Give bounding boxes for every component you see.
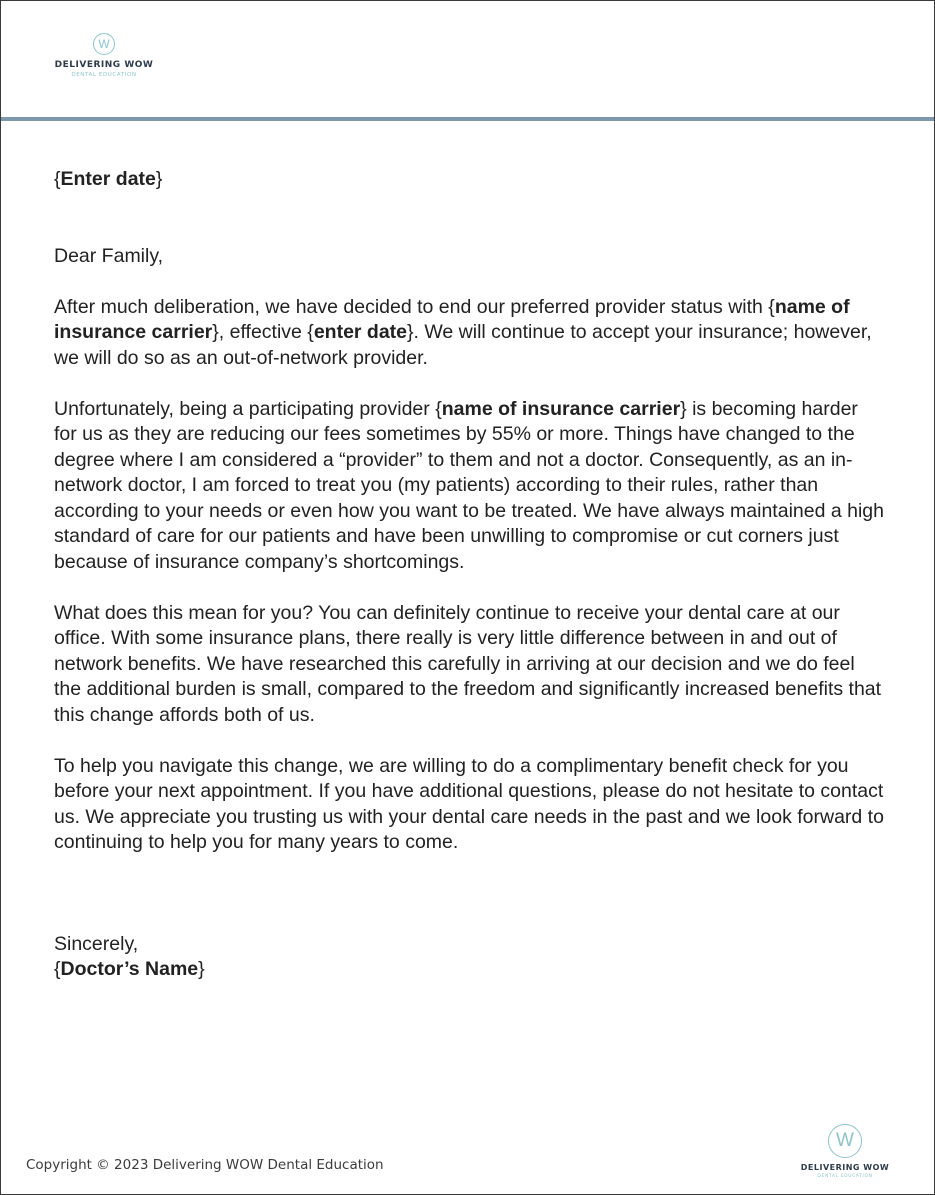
date-placeholder: Enter date — [60, 168, 156, 190]
header-logo — [43, 33, 165, 78]
header-divider — [1, 117, 934, 121]
closing: Sincerely, — [54, 932, 139, 955]
paragraph-3: What does this mean for you? You can definitely continue to receive your dental care at our office. With some insurance plans, there really is very little difference between in and out of network benefits. We have researched this carefully in arriving at our decision and we do feel the additional burden is small, compared to the freedom and significantly increased benefits that this change affords both of us. — [54, 601, 882, 726]
date-line: {Enter date} — [54, 168, 163, 190]
insurance-carrier-placeholder: name of insurance carrier — [441, 397, 681, 420]
insurance-carrier-placeholder: name of insurance carrier — [54, 295, 850, 343]
logo-mark: W — [98, 37, 110, 51]
logo-mark: W — [836, 1130, 854, 1151]
copyright-text: Copyright © 2023 Delivering WOW Dental Education — [26, 1157, 384, 1173]
logo-subtitle: DENTAL EDUCATION — [817, 1174, 873, 1179]
doctor-name-placeholder: Doctor’s Name — [60, 958, 199, 980]
logo-w-icon — [93, 33, 115, 55]
footer-logo — [797, 1124, 893, 1179]
paragraph-4: To help you navigate this change, we are willing to do a complimentary benefit check for you before your next appointment. If you have additional questions, please do not hesitate to contact us. We appreciate you trusting us with your dental care needs in the past and we look forward to continuing to help you for many years to come. — [54, 754, 884, 853]
paragraph-2: Unfortunately, being a participating provider {name of insurance carrier} is becoming harder for us as they are reducing our fees sometimes by 55% or more. Things have changed to the degree where I am considered a “provider” to them and not a doctor. Consequently, as an in-network doctor, I am forced to treat you (my patients) according to their rules, rather than according to your needs or even how you want to be treated. We have always maintained a high standard of care for our patients and have been unwilling to compromise or cut corners just because of insurance company’s shortcomings. — [54, 397, 884, 573]
logo-w-icon — [828, 1124, 862, 1158]
effective-date-placeholder: enter date — [313, 321, 408, 343]
salutation: Dear Family, — [54, 244, 164, 267]
letter-body — [54, 167, 884, 983]
logo-name: DELIVERING WOW — [800, 1163, 890, 1172]
logo-name: DELIVERING WOW — [54, 60, 154, 70]
signature-line: {Doctor’s Name} — [54, 958, 205, 980]
logo-subtitle: DENTAL EDUCATION — [71, 72, 137, 78]
paragraph-1: After much deliberation, we have decided to end our preferred provider status with {name of insurance carrier}, effective {enter date}. We will continue to accept your insurance; however, we will do so as an out-of-network provider. — [54, 295, 872, 369]
